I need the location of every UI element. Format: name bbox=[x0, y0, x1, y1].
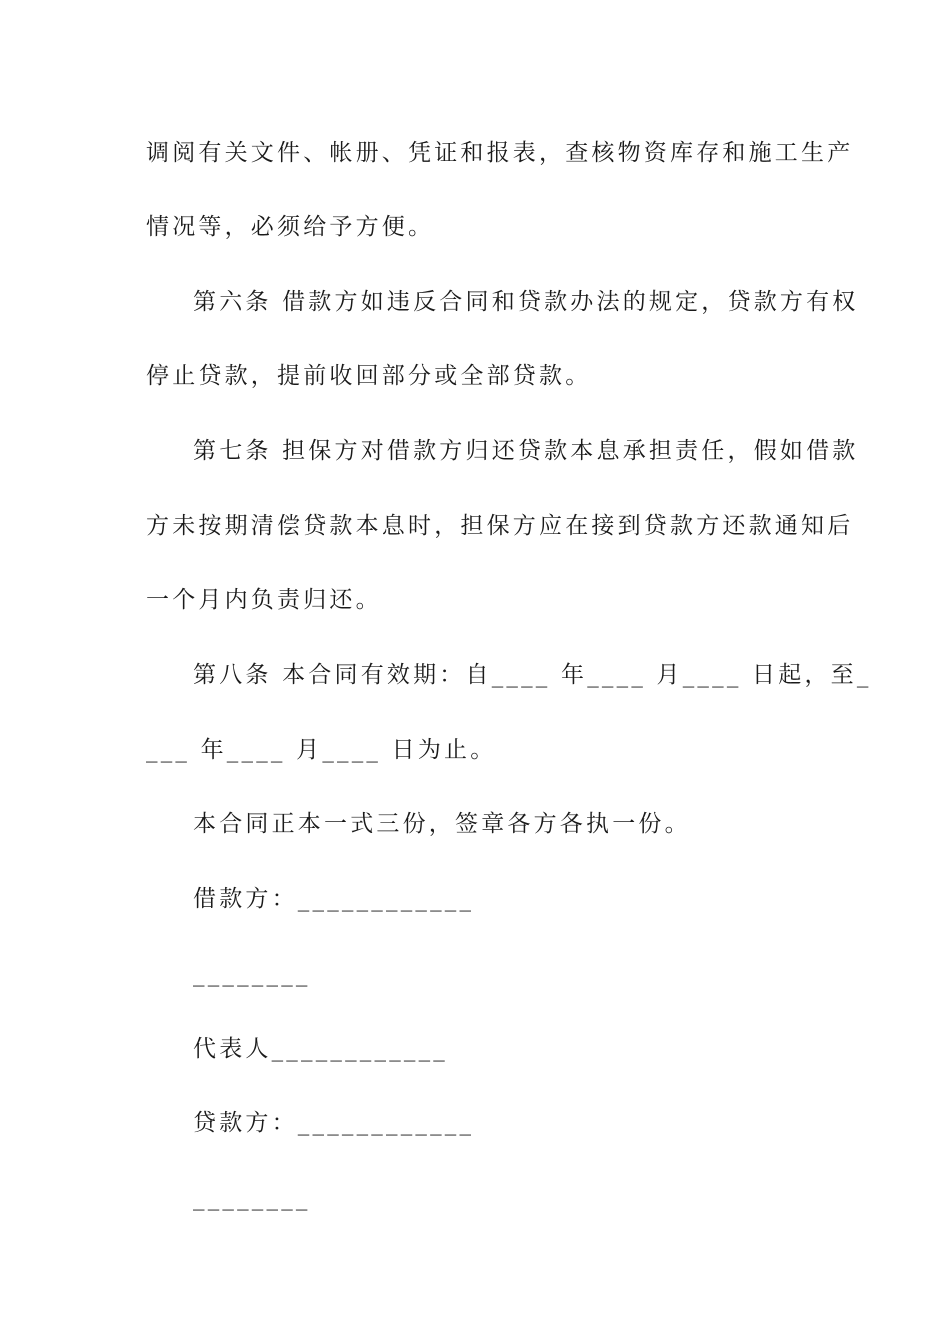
text-line: ___ 年____ 月____ 日为止。 bbox=[146, 737, 497, 763]
borrower-signature-line: 借款方：____________ bbox=[193, 886, 475, 912]
lender-signature-line: 贷款方：____________ bbox=[193, 1110, 475, 1136]
text-line: 调阅有关文件、帐册、凭证和报表，查核物资库存和施工生产 bbox=[146, 140, 854, 166]
lender-blank-line: ________ bbox=[193, 1185, 311, 1211]
article-6-line: 第六条 借款方如违反合同和贷款办法的规定，贷款方有权 bbox=[193, 289, 859, 315]
text-line: 方未按期清偿贷款本息时，担保方应在接到贷款方还款通知后 bbox=[146, 513, 854, 539]
copies-statement: 本合同正本一式三份，签章各方各执一份。 bbox=[193, 811, 691, 837]
representative-signature-line: 代表人____________ bbox=[193, 1036, 448, 1062]
text-line: 情况等，必须给予方便。 bbox=[146, 214, 435, 240]
text-line: 一个月内负责归还。 bbox=[146, 587, 382, 613]
borrower-blank-line: ________ bbox=[193, 961, 311, 987]
article-8-line: 第八条 本合同有效期：自____ 年____ 月____ 日起，至_ bbox=[193, 662, 872, 688]
text-line: 停止贷款，提前收回部分或全部贷款。 bbox=[146, 363, 592, 389]
article-7-line: 第七条 担保方对借款方归还贷款本息承担责任，假如借款 bbox=[193, 438, 859, 464]
